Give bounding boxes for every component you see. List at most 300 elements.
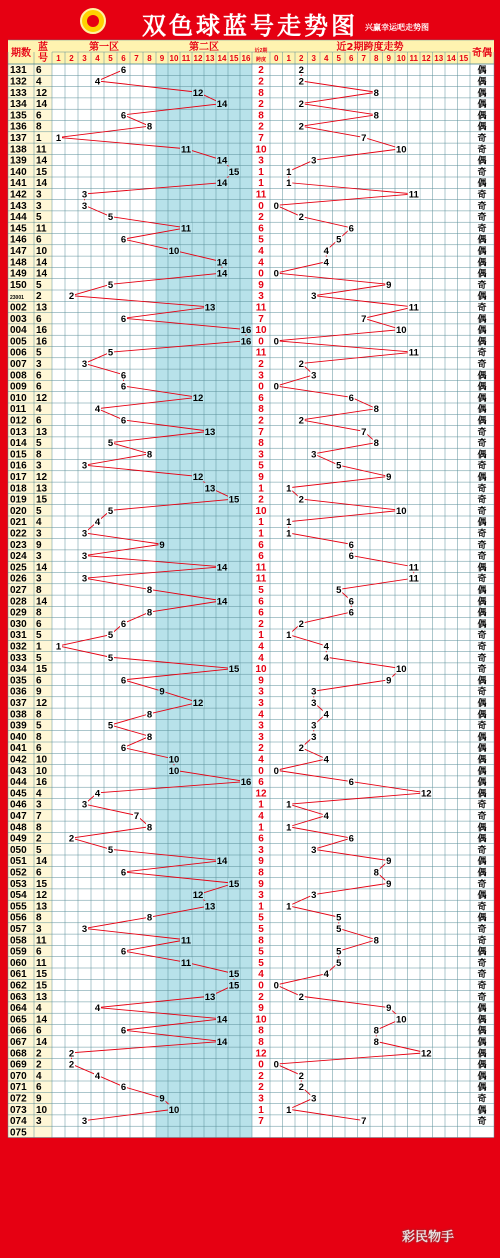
blue-number: 15 <box>36 878 48 890</box>
span-point: 2 <box>298 99 304 111</box>
span-value: 11 <box>255 573 267 585</box>
span-point: 2 <box>298 1070 304 1082</box>
span-value: 5 <box>258 946 264 958</box>
parity-label: 奇 <box>477 935 487 946</box>
span-value: 2 <box>258 212 264 224</box>
span-value: 0 <box>258 1059 264 1071</box>
parity-label: 偶 <box>477 596 487 607</box>
period-label: 012 <box>10 415 27 427</box>
blue-number: 12 <box>36 87 48 99</box>
header-number: 3 <box>82 54 87 63</box>
blue-number: 6 <box>36 1025 42 1037</box>
blue-number: 13 <box>36 426 48 438</box>
period-label: 142 <box>10 189 27 201</box>
span-value: 12 <box>255 788 267 800</box>
period-label: 072 <box>10 1093 27 1105</box>
span-point: 6 <box>348 551 354 563</box>
span-point: 2 <box>298 76 304 88</box>
span-value: 6 <box>258 777 264 789</box>
parity-label: 奇 <box>477 980 487 991</box>
header-number: 2 <box>299 54 304 63</box>
span-value: 6 <box>258 551 264 563</box>
parity-label: 偶 <box>477 946 487 957</box>
span-value: 4 <box>258 245 264 257</box>
span-value: 5 <box>258 460 264 472</box>
parity-label: 偶 <box>477 1003 487 1014</box>
parity-label: 奇 <box>477 279 487 290</box>
span-value: 3 <box>258 1093 264 1105</box>
blue-number: 9 <box>36 539 42 551</box>
period-label: 016 <box>10 460 27 472</box>
blue-point: 11 <box>180 144 192 156</box>
blue-point: 8 <box>146 607 153 619</box>
span-value: 7 <box>258 132 264 144</box>
period-label: 139 <box>10 155 27 167</box>
span-point: 3 <box>311 370 317 382</box>
blue-number: 16 <box>36 325 48 337</box>
period-label: 043 <box>10 765 27 777</box>
blue-number: 6 <box>36 381 42 393</box>
blue-point: 2 <box>68 1059 75 1071</box>
period-label: 059 <box>10 946 27 958</box>
span-value: 0 <box>258 268 264 280</box>
blue-number: 8 <box>36 912 42 924</box>
blue-number: 14 <box>36 1036 48 1048</box>
blue-number: 9 <box>36 1093 42 1105</box>
parity-label: 奇 <box>477 1093 487 1104</box>
blue-number: 8 <box>36 709 42 721</box>
period-label: 073 <box>10 1104 27 1116</box>
period-label: 061 <box>10 969 27 981</box>
blue-point: 14 <box>216 257 228 269</box>
parity-label: 偶 <box>477 607 487 618</box>
parity-label: 偶 <box>477 404 487 415</box>
period-label: 050 <box>10 844 27 856</box>
header-number: 16 <box>241 54 251 63</box>
header-number: 2 <box>69 54 74 63</box>
parity-label: 偶 <box>477 912 487 923</box>
span-point: 3 <box>311 890 317 902</box>
blue-point: 4 <box>94 404 101 416</box>
period-label: 075 <box>10 1127 27 1139</box>
parity-label: 偶 <box>477 381 487 392</box>
span-point: 6 <box>348 833 354 845</box>
period-label: 057 <box>10 923 27 935</box>
blue-number: 10 <box>36 765 48 777</box>
span-value: 11 <box>255 562 267 574</box>
parity-label: 奇 <box>477 212 487 223</box>
period-label: 062 <box>10 980 27 992</box>
parity-label: 偶 <box>477 1104 487 1115</box>
period-label: 026 <box>10 573 27 585</box>
period-label: 143 <box>10 200 27 212</box>
blue-number: 12 <box>36 471 48 483</box>
period-label: 029 <box>10 607 27 619</box>
blue-point: 11 <box>180 957 192 969</box>
blue-number: 13 <box>36 991 48 1003</box>
blue-point: 3 <box>81 528 88 540</box>
period-label: 064 <box>10 1003 27 1015</box>
span-point: 2 <box>298 121 304 133</box>
span-point: 6 <box>348 223 354 235</box>
span-point: 7 <box>361 132 367 144</box>
parity-label: 偶 <box>477 833 487 844</box>
parity-label: 偶 <box>477 65 487 76</box>
span-point: 5 <box>336 946 342 958</box>
blue-number: 15 <box>36 980 48 992</box>
span-value: 0 <box>258 765 264 777</box>
parity-label: 偶 <box>477 777 487 788</box>
span-point: 5 <box>336 912 342 924</box>
header-blue: 蓝号 <box>38 42 48 64</box>
blue-point: 9 <box>159 1093 165 1105</box>
parity-label: 偶 <box>477 867 487 878</box>
period-label: 046 <box>10 799 27 811</box>
span-value: 8 <box>258 438 264 450</box>
parity-label: 偶 <box>477 765 487 776</box>
period-label: 024 <box>10 551 27 563</box>
header-number: 7 <box>134 54 139 63</box>
span-value: 3 <box>258 844 264 856</box>
blue-number: 14 <box>36 562 48 574</box>
period-label: 028 <box>10 596 27 608</box>
span-value: 1 <box>258 630 264 642</box>
span-point: 3 <box>311 291 317 303</box>
parity-label: 偶 <box>477 178 487 189</box>
span-point: 1 <box>286 1104 292 1116</box>
parity-label: 奇 <box>477 460 487 471</box>
period-label: 027 <box>10 584 27 596</box>
blue-point: 12 <box>192 471 204 483</box>
period-label: 066 <box>10 1025 27 1037</box>
blue-number: 4 <box>36 404 42 416</box>
parity-label: 偶 <box>477 336 487 347</box>
span-point: 10 <box>395 664 407 676</box>
blue-number: 5 <box>36 279 42 291</box>
period-label: 146 <box>10 234 27 246</box>
header-trend: 近2期跨度走势 <box>336 42 404 53</box>
blue-point: 6 <box>120 618 127 630</box>
header-number: 15 <box>229 54 239 63</box>
period-label: 067 <box>10 1036 27 1048</box>
parity-label: 奇 <box>477 302 487 313</box>
span-value: 4 <box>258 652 264 664</box>
header-number: 6 <box>121 54 126 63</box>
span-point: 2 <box>298 415 304 427</box>
blue-number: 3 <box>36 923 42 935</box>
blue-number: 15 <box>36 969 48 981</box>
span-point: 1 <box>286 528 292 540</box>
header-number: 9 <box>159 54 165 63</box>
blue-point: 4 <box>94 788 101 800</box>
period-label: 003 <box>10 313 27 325</box>
period-label: 037 <box>10 697 27 709</box>
span-point: 5 <box>336 584 342 596</box>
blue-point: 1 <box>55 132 62 144</box>
blue-point: 3 <box>81 551 88 563</box>
blue-number: 3 <box>36 1116 42 1128</box>
blue-number: 10 <box>36 245 48 257</box>
blue-number: 15 <box>36 664 48 676</box>
span-point: 4 <box>323 810 329 822</box>
blue-point: 13 <box>204 901 216 913</box>
blue-point: 13 <box>204 483 216 495</box>
span-value: 8 <box>258 110 264 122</box>
span-value: 7 <box>258 1116 264 1128</box>
blue-point: 12 <box>192 890 204 902</box>
blue-number: 5 <box>36 844 42 856</box>
period-label: 005 <box>10 336 27 348</box>
parity-label: 偶 <box>477 1048 487 1059</box>
blue-number: 14 <box>36 596 48 608</box>
blue-point: 8 <box>146 822 153 834</box>
span-point: 0 <box>273 1059 279 1071</box>
span-point: 3 <box>311 1093 317 1105</box>
parity-label: 奇 <box>477 132 487 143</box>
span-point: 1 <box>286 483 292 495</box>
span-point: 8 <box>373 935 379 947</box>
period-label: 013 <box>10 426 27 438</box>
blue-point: 12 <box>192 697 204 709</box>
blue-point: 3 <box>81 358 88 370</box>
parity-label: 奇 <box>477 630 487 641</box>
span-point: 11 <box>408 189 419 201</box>
header-number: 13 <box>205 54 215 63</box>
parity-label: 偶 <box>477 449 487 460</box>
parity-label: 奇 <box>477 551 487 562</box>
blue-number: 3 <box>36 528 42 540</box>
parity-label: 奇 <box>477 923 487 934</box>
header-number: 9 <box>386 54 391 63</box>
blue-point: 9 <box>159 539 165 551</box>
blue-number: 5 <box>36 505 42 517</box>
parity-label: 偶 <box>477 121 487 132</box>
blue-point: 3 <box>81 923 88 935</box>
header-zone2: 第二区 <box>189 42 219 53</box>
blue-point: 6 <box>120 1082 127 1094</box>
parity-label: 偶 <box>477 1036 487 1047</box>
span-point: 0 <box>273 336 279 348</box>
parity-label: 奇 <box>477 426 487 437</box>
period-label: 053 <box>10 878 27 890</box>
blue-number: 5 <box>36 720 42 732</box>
blue-number: 2 <box>36 833 42 845</box>
blue-number: 9 <box>36 686 42 698</box>
blue-number: 6 <box>36 675 42 687</box>
blue-number: 4 <box>36 788 42 800</box>
span-point: 10 <box>395 144 407 156</box>
blue-point: 10 <box>168 1104 180 1116</box>
parity-label: 偶 <box>477 890 487 901</box>
span-point: 0 <box>273 765 279 777</box>
blue-number: 14 <box>36 178 48 190</box>
blue-number: 14 <box>36 99 48 111</box>
period-label: 052 <box>10 867 27 879</box>
period-label: 144 <box>10 212 27 224</box>
span-point: 12 <box>420 1048 432 1060</box>
period-label: 007 <box>10 358 27 370</box>
parity-label: 奇 <box>477 505 487 516</box>
parity-label: 偶 <box>477 675 487 686</box>
span-value: 3 <box>258 370 264 382</box>
span-value: 2 <box>258 743 264 755</box>
parity-label: 奇 <box>477 573 487 584</box>
period-label: 021 <box>10 517 27 529</box>
header-number: 10 <box>396 54 406 63</box>
span-point: 4 <box>323 641 329 653</box>
span-value: 3 <box>258 720 264 732</box>
blue-point: 1 <box>55 641 62 653</box>
blue-number: 11 <box>36 957 47 969</box>
period-label: 065 <box>10 1014 27 1026</box>
blue-number: 16 <box>36 336 48 348</box>
span-point: 6 <box>348 596 354 608</box>
blue-number: 4 <box>36 1003 42 1015</box>
header-number: 4 <box>324 54 329 63</box>
blue-point: 5 <box>107 844 114 856</box>
span-point: 3 <box>311 697 317 709</box>
span-point: 3 <box>311 449 317 461</box>
blue-point: 6 <box>120 65 127 77</box>
span-value: 5 <box>258 912 264 924</box>
blue-number: 6 <box>36 867 42 879</box>
span-point: 3 <box>311 155 317 167</box>
span-point: 1 <box>286 517 292 529</box>
span-value: 3 <box>258 890 264 902</box>
span-value: 9 <box>258 856 264 868</box>
span-value: 4 <box>258 641 264 653</box>
period-label: 041 <box>10 743 27 755</box>
blue-point: 15 <box>228 878 240 890</box>
blue-point: 5 <box>107 720 114 732</box>
header-number: 0 <box>274 54 279 63</box>
parity-label: 奇 <box>477 991 487 1002</box>
span-point: 4 <box>323 709 329 721</box>
parity-label: 偶 <box>477 562 487 573</box>
span-point: 8 <box>373 404 379 416</box>
header-span: 近2期跨度 <box>254 48 268 63</box>
blue-number: 8 <box>36 731 42 743</box>
span-point: 5 <box>336 460 342 472</box>
blue-number: 12 <box>36 890 48 902</box>
period-label: 138 <box>10 144 27 156</box>
blue-number: 10 <box>36 754 48 766</box>
parity-label: 奇 <box>477 901 487 912</box>
blue-point: 15 <box>228 166 240 178</box>
parity-label: 偶 <box>477 618 487 629</box>
period-label: 071 <box>10 1082 27 1094</box>
span-value: 1 <box>258 799 264 811</box>
parity-label: 奇 <box>477 144 487 155</box>
span-value: 6 <box>258 596 264 608</box>
period-label: 023 <box>10 539 27 551</box>
blue-point: 8 <box>146 709 153 721</box>
blue-point: 8 <box>146 449 153 461</box>
span-point: 4 <box>323 245 329 257</box>
blue-number: 3 <box>36 573 42 585</box>
parity-label: 偶 <box>477 370 487 381</box>
blue-number: 13 <box>36 901 48 913</box>
span-value: 6 <box>258 539 264 551</box>
span-point: 2 <box>298 743 304 755</box>
blue-point: 3 <box>81 189 88 201</box>
period-label: 004 <box>10 325 27 337</box>
blue-point: 11 <box>180 935 192 947</box>
period-label: 137 <box>10 132 27 144</box>
span-point: 0 <box>273 268 279 280</box>
blue-point: 11 <box>180 223 192 235</box>
period-label: 068 <box>10 1048 27 1060</box>
span-value: 6 <box>258 392 264 404</box>
span-value: 3 <box>258 686 264 698</box>
span-value: 5 <box>258 957 264 969</box>
blue-point: 14 <box>216 856 228 868</box>
blue-point: 9 <box>159 686 165 698</box>
blue-number: 6 <box>36 313 42 325</box>
blue-point: 16 <box>240 336 252 348</box>
header-number: 15 <box>459 54 469 63</box>
parity-label: 奇 <box>477 652 487 663</box>
span-value: 1 <box>258 178 264 190</box>
period-label: 008 <box>10 370 27 382</box>
blue-number: 13 <box>36 483 48 495</box>
header-number: 5 <box>108 54 113 63</box>
blue-number: 5 <box>36 212 42 224</box>
blue-point: 3 <box>81 200 88 212</box>
span-point: 10 <box>395 1014 407 1026</box>
blue-number: 14 <box>36 856 48 868</box>
span-point: 10 <box>395 505 407 517</box>
period-label: 048 <box>10 822 27 834</box>
blue-number: 14 <box>36 268 48 280</box>
span-value: 10 <box>255 664 267 676</box>
parity-label: 偶 <box>477 709 487 720</box>
blue-number: 6 <box>36 370 42 382</box>
parity-label: 奇 <box>477 539 487 550</box>
span-value: 5 <box>258 923 264 935</box>
parity-label: 奇 <box>477 844 487 855</box>
blue-number: 3 <box>36 358 42 370</box>
blue-point: 6 <box>120 381 127 393</box>
span-value: 1 <box>258 1104 264 1116</box>
header-number: 11 <box>181 54 191 63</box>
blue-number: 14 <box>36 155 48 167</box>
blue-number: 3 <box>36 799 42 811</box>
span-point: 8 <box>373 438 379 450</box>
header-number: 6 <box>349 54 354 63</box>
period-label: 141 <box>10 178 27 190</box>
blue-number: 8 <box>36 607 42 619</box>
span-point: 8 <box>373 867 379 879</box>
blue-number: 8 <box>36 449 42 461</box>
span-point: 2 <box>298 618 304 630</box>
blue-point: 5 <box>107 505 114 517</box>
blue-point: 13 <box>204 302 216 314</box>
parity-label: 偶 <box>477 856 487 867</box>
period-label: 022 <box>10 528 27 540</box>
span-value: 2 <box>258 76 264 88</box>
blue-number: 10 <box>36 1104 48 1116</box>
header-number: 4 <box>95 54 100 63</box>
span-value: 0 <box>258 980 264 992</box>
period-label: 055 <box>10 901 27 913</box>
span-point: 9 <box>386 856 392 868</box>
span-point: 2 <box>298 212 304 224</box>
span-value: 2 <box>258 494 264 506</box>
span-value: 7 <box>258 313 264 325</box>
span-point: 7 <box>361 1116 367 1128</box>
blue-number: 11 <box>36 935 47 947</box>
